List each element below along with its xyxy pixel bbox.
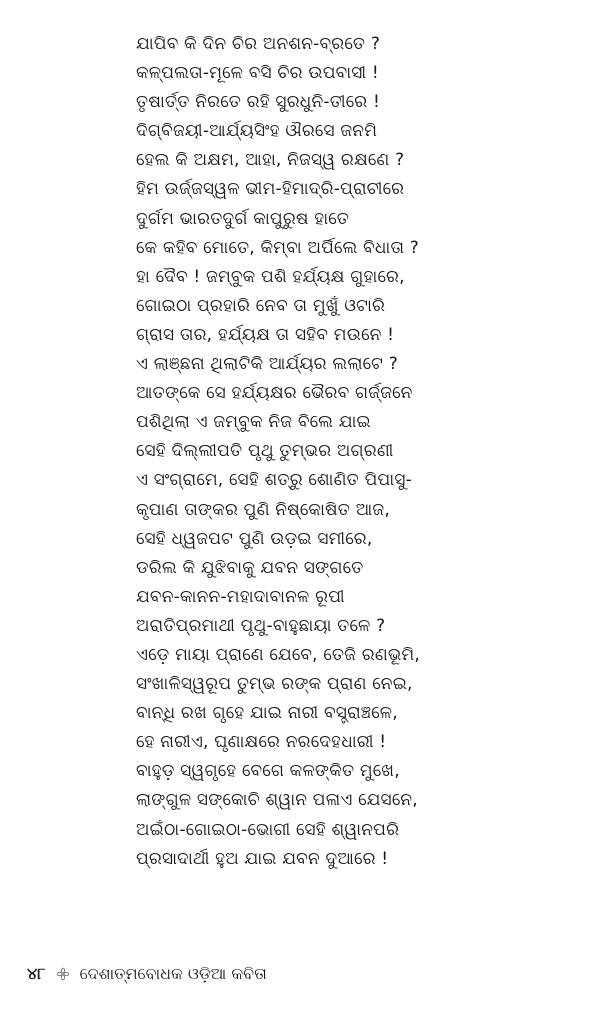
poem-line: ଗ୍ରାସ ତାର, ହର୍ଯ୍ୟକ୍ଷ ତା ସହିବ ମଉନେ ! bbox=[136, 324, 395, 345]
poem-line: ଗୋଇଠା ପ୍ରହାରି ନେବ ତା ମୁଖୁଁ ଓଟାରି bbox=[136, 295, 386, 316]
poem-line: ଆତଙ୍କେ ସେ ହର୍ଯ୍ୟକ୍ଷର ଭୈରବ ଗର୍ଜ୍ଜନେ bbox=[136, 383, 413, 404]
poem-line: ଅରାତିପ୍ରମାଥୀ ପୃଥୁ-ବାହୁଛାୟା ତଳେ ? bbox=[136, 615, 386, 636]
poem-line: ବାନ୍ଧି ରଖ ଗୃହେ ଯାଇ ନାରୀ ବସ୍ତ୍ରାଞ୍ଚଳେ, bbox=[136, 703, 398, 724]
poem-line: ହେଲ କି ଅକ୍ଷମ, ଆହା, ନିଜସ୍ୱ ରକ୍ଷଣେ ? bbox=[136, 150, 405, 171]
poem-line: ଏ ସଂଗ୍ରାମେ, ସେହି ଶତ୍ରୁ ଶୋଣିତ ପିପାସୁ- bbox=[136, 470, 412, 491]
page-footer bbox=[27, 962, 267, 986]
poem-line: ଏ ଲାଞ୍ଛନା ଥିଲାଟିକି ଆର୍ଯ୍ୟର ଲଲାଟେ ? bbox=[136, 354, 398, 375]
poem-line: ବାହୁଡ଼ ସ୍ୱଗୃହେ ବେଗେ କଳଙ୍କିତ ମୁଖେ, bbox=[136, 761, 400, 782]
poem-line: ସଂଖାଳିସ୍ୱରୂପ ତୁମ୍ଭ ରଙ୍କ ପ୍ରାଣ ନେଇ, bbox=[136, 674, 413, 695]
poem-line: ଏଡ଼େ ମାୟା ପ୍ରାଣେ ଯେବେ, ତେଜି ରଣଭୂମି, bbox=[136, 644, 420, 665]
poem-line: ଲାଙ୍ଗୁଳ ସଙ୍କୋଚି ଶ୍ୱାନ ପଳାଏ ଯେସନେ, bbox=[136, 790, 418, 811]
poem-line: ଦିଗ୍‌ବିଜୟୀ-ଆର୍ଯ୍ୟସିଂହ ଔରସେ ଜନମି bbox=[136, 121, 378, 142]
poem-line: ଯାପିବ କି ଦିନ ଚିର ଅନଶନ-ବ୍ରତେ ? bbox=[136, 34, 381, 54]
poem-line: ସେହି ଦିଲ୍ଲୀପତି ପୃଥୁ ତୁମ୍ଭର ଅଗ୍ରଣୀ bbox=[136, 441, 394, 462]
poem-line: ଯବନ-କାନନ-ମହାଦାବାନଳ ରୂପୀ bbox=[136, 586, 345, 607]
poem-body bbox=[136, 30, 576, 874]
poem-line: ପଶିଥିଲା ଏ ଜମ୍ବୁକ ନିଜ ବିଲେ ଯାଇ bbox=[136, 412, 371, 433]
poem-line: ହିମ ଉର୍ଜ୍ଜସ୍ୱଳ ଭୀମ-ହିମାଦ୍ରି-ପ୍ରାଚୀରେ bbox=[136, 179, 405, 200]
poem-line: କୃପାଣ ତାଙ୍କର ପୁଣି ନିଷ୍କୋଷିତ ଆଜ, bbox=[136, 499, 390, 520]
poem-line: ପ୍ରସାଦାର୍ଥୀ ହୁଅ ଯାଇ ଯବନ ଦୁଆରେ ! bbox=[136, 848, 389, 869]
page-number: ୪୮ bbox=[27, 964, 46, 983]
poem-line: ଡରିଲ କି ଯୁଝିବାକୁ ଯବନ ସଙ୍ଗତେ bbox=[136, 557, 364, 578]
poem-line: ହା ଦୈବ ! ଜମ୍ବୁକ ପଶି ହର୍ଯ୍ୟକ୍ଷ ଗୁହାରେ, bbox=[136, 266, 405, 287]
poem-line: କଳ୍ପଲତା-ମୂଳେ ବସି ଚିର ଉପବାସୀ ! bbox=[136, 63, 379, 84]
book-title: ଦେଶାତ୍ମବୋଧକ ଓଡ଼ିଆ କବିତା bbox=[79, 964, 267, 983]
poem-line: ହେ ନାରୀଏ, ଘୃଣାକ୍ଷରେ ନରଦେହଧାରୀ ! bbox=[136, 732, 387, 753]
poem-line: ଅଇଁଠା-ଗୋଇଠା-ଭୋଗୀ ସେହି ଶ୍ୱାନପରି bbox=[136, 819, 400, 840]
poem-line: ସେହି ଧ୍ୱଜପଟ ପୁଣି ଉଡ଼ଇ ସମୀରେ, bbox=[136, 528, 373, 549]
poem-line: କେ କହିବ ମୋତେ, କିମ୍ବା ଅର୍ପିଲେ ବିଧାତା ? bbox=[136, 237, 420, 258]
poem-line: ତୃଷାର୍ତ୍ତ ନିରତେ ରହି ସୁରଧୁନି-ତୀରେ ! bbox=[136, 92, 381, 113]
poem-line: ଦୁର୍ଗମ ଭାରତଦୁର୍ଗ କାପୁରୁଷ ହାତେ bbox=[136, 208, 350, 229]
flower-ornament-icon bbox=[56, 967, 70, 981]
